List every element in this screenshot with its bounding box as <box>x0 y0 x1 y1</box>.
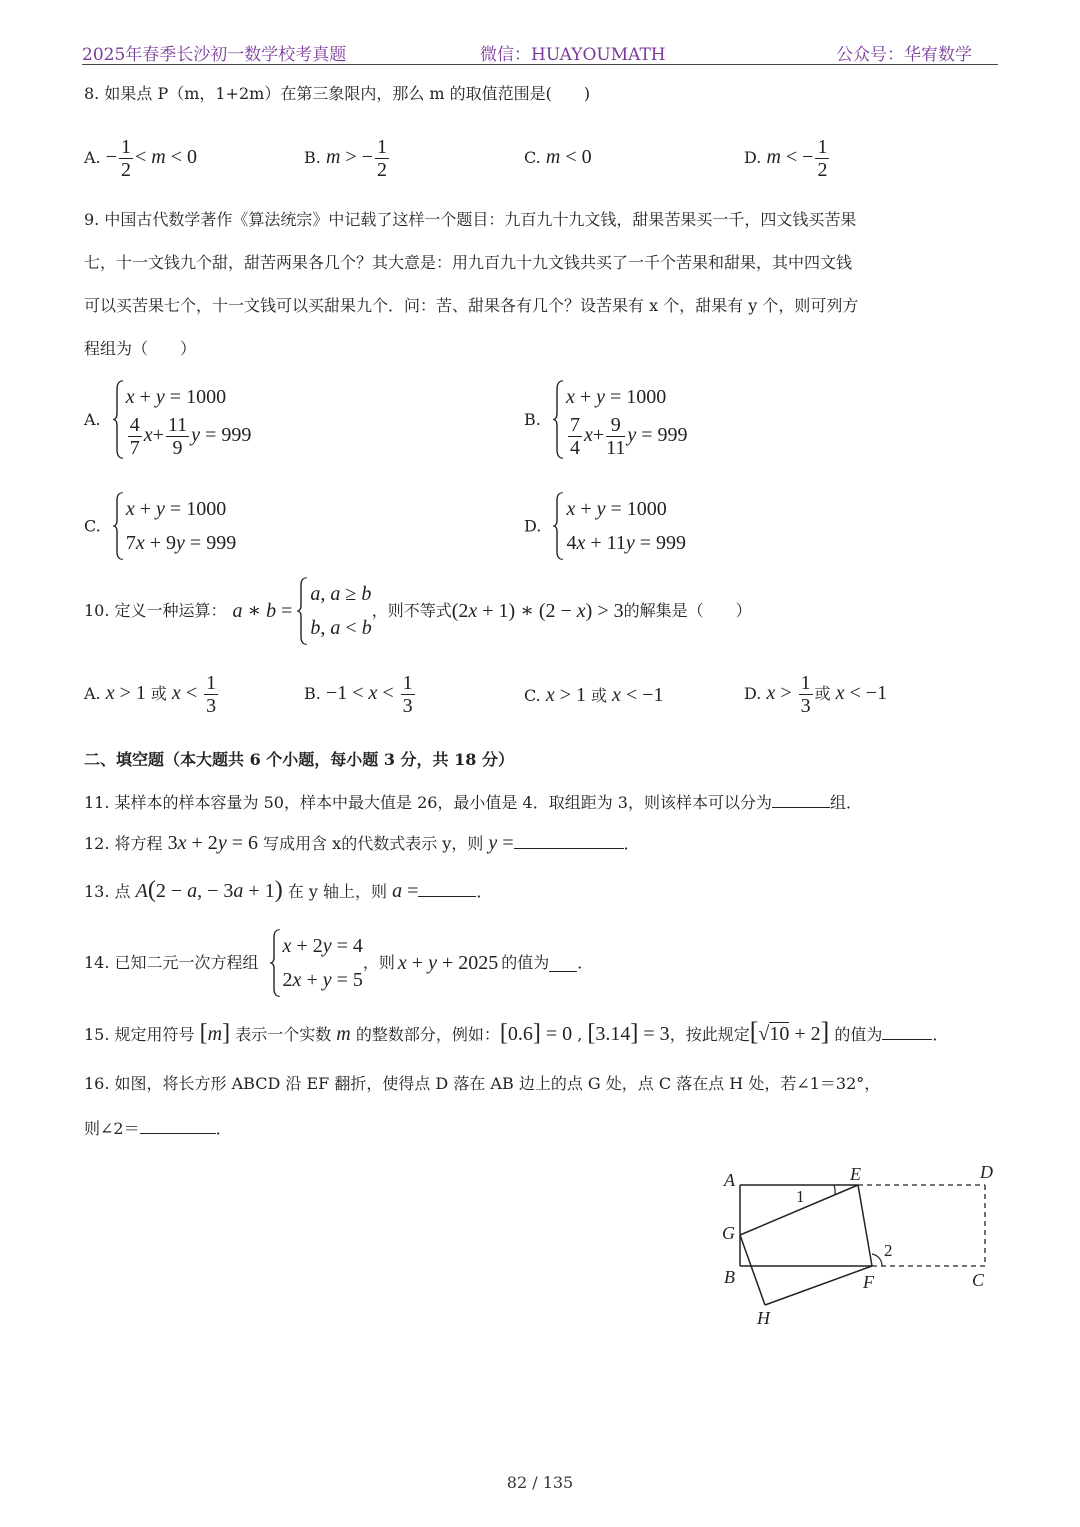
q8-option-c: C. m < 0 <box>524 146 592 168</box>
q9-option-c: C. x + y = 1000 7x + 9y = 999 <box>84 492 236 560</box>
label-d: D <box>980 1162 993 1182</box>
label-c: C <box>972 1270 985 1290</box>
fold-diagram <box>700 1150 1020 1340</box>
label-angle-1: 1 <box>796 1187 805 1206</box>
q11-blank[interactable] <box>772 791 830 808</box>
section2-title: 二、填空题（本大题共 6 个小题，每小题 3 分，共 18 分） <box>84 750 514 769</box>
q13-blank[interactable] <box>418 880 476 897</box>
q15: 15. 规定用符号 [m] 表示一个实数 m 的整数部分，例如：[0.6] = 0 , [3.14] = 3，按此规定[√10 + 2] 的值为 ． <box>84 1017 949 1046</box>
q11: 11. 某样本的样本容量为 50，样本中最大值是 26，最小值是 4．取组距为 3，则该样本可以分为 组． <box>84 793 862 812</box>
header-rule <box>82 64 998 65</box>
q8-option-d: D. m < − $\frac{1}{2}$ <box>744 136 828 181</box>
q14-blank[interactable] <box>549 955 577 972</box>
edge-gh <box>740 1235 765 1305</box>
angle-1-arc <box>834 1185 835 1195</box>
q10-option-b: B. −1 < x < $\frac{1}{3}$ <box>304 672 413 717</box>
q12-blank[interactable] <box>514 832 624 849</box>
q9-line2: 七，十一文钱九个甜，甜苦两果各几个？其大意是：用九百九十九文钱共买了一千个苦果和甜果，其中四文钱 <box>84 253 853 272</box>
q8-option-b: B. m > − $\frac{1}{2}$ <box>304 136 387 181</box>
header-center: 微信：HUAYOUMATH <box>480 45 666 65</box>
label-b: B <box>724 1267 735 1287</box>
angle-2-arc <box>872 1254 882 1266</box>
q9-line1: 9. 中国古代数学著作《算法统宗》中记载了这样一个题目：九百九十九文钱，甜果苦果买一千，四文钱买苦果 <box>84 210 857 229</box>
q10-option-a: A. x > 1 或 x < $\frac{1}{3}$ <box>84 672 217 717</box>
q9-line4: 程组为（ ） <box>84 339 197 358</box>
label-angle-2: 2 <box>884 1241 893 1260</box>
q8-option-a: A. − $\frac{1}{2}$ < m < 0 <box>84 136 198 181</box>
q10-stem: 10. 定义一种运算： a ∗ b = a, a ≥ b b, a < b ，则不等式 (2x + 1) ∗ (2 − x) > 3 的解集是（ ） <box>84 576 752 646</box>
header-left: 2025年春季长沙初一数学校考真题 <box>82 45 347 65</box>
label-h: H <box>757 1308 770 1328</box>
q14: 14. 已知二元一次方程组 x + 2y = 4 2x + y = 5 ，则 x + y + 2025 的值为 ． <box>84 928 593 998</box>
q9-option-a: A. x + y = 1000 $\frac{4}{7}$ x+ $\frac{11}{9}$ y = 999 <box>84 380 251 459</box>
page-number: 82 / 135 <box>506 1473 574 1492</box>
q9-line3: 可以买苦果七个，十一文钱可以买甜果九个．问：苦、甜果各有几个？设苦果有 x 个，甜果有 y 个，则可列方 <box>84 296 859 315</box>
edge-hf <box>765 1266 872 1305</box>
q16-blank[interactable] <box>140 1117 216 1134</box>
q10-option-d: D. x > $\frac{1}{3}$ 或 x < −1 <box>744 672 888 717</box>
q12: 12. 将方程 3x + 2y = 6 写成用含 x的代数式表示 y，则 y = ． <box>84 832 640 854</box>
q8-stem: 8. 如果点 P（m，1+2m）在第三象限内，那么 m 的取值范围是( ) <box>84 84 591 103</box>
q9-option-b: B. x + y = 1000 $\frac{7}{4}$ x+ $\frac{9}{11}$ y = 999 <box>524 380 688 459</box>
q16-line2: 则∠2＝ ． <box>84 1119 232 1138</box>
q16-line1: 16. 如图，将长方形 ABCD 沿 EF 翻折，使得点 D 落在 AB 边上的点 G 处，点 C 落在点 H 处，若∠1＝32°， <box>84 1074 881 1093</box>
label-g: G <box>722 1223 735 1243</box>
label-a: A <box>724 1170 735 1190</box>
q10-option-c: C. x > 1 或 x < −1 <box>524 684 664 706</box>
q9-option-d: D. x + y = 1000 4x + 11y = 999 <box>524 492 686 560</box>
label-f: F <box>863 1272 874 1292</box>
header-right: 公众号：华宥数学 <box>836 45 972 65</box>
q13: 13. 点 A(2 − a, − 3a + 1) 在 y 轴上，则 a = ． <box>84 877 493 903</box>
label-e: E <box>850 1164 861 1184</box>
q15-blank[interactable] <box>882 1023 932 1040</box>
edge-ef <box>858 1185 872 1266</box>
